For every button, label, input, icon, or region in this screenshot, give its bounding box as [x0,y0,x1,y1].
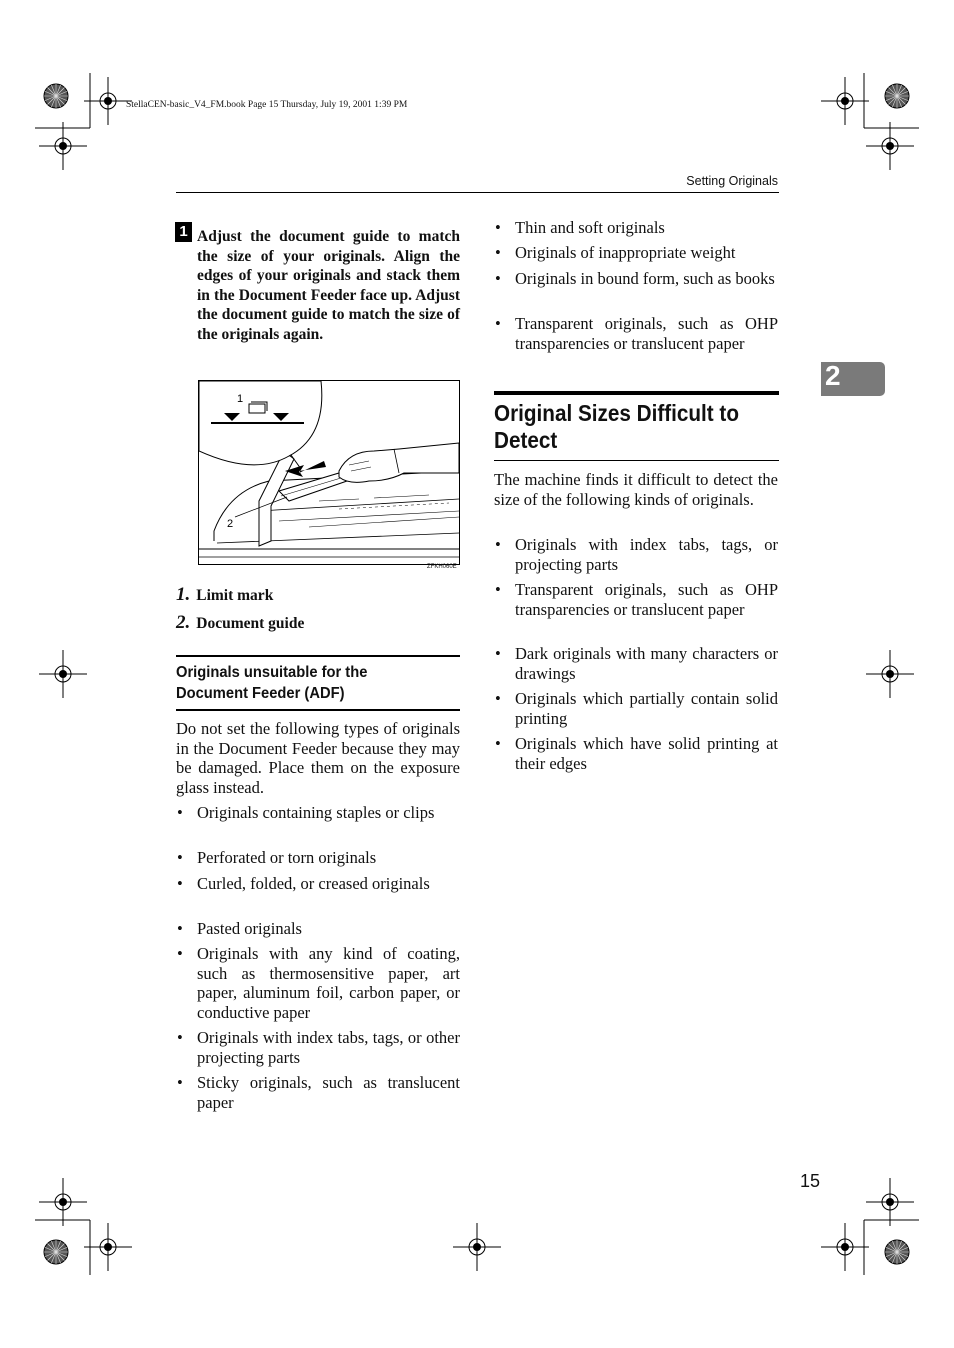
subheading-rule-bottom [176,709,460,711]
callout-1: 1 [237,393,244,405]
list-item: • Originals with index tabs, tags, or projecting parts [495,535,778,574]
legend-label: Limit mark [196,587,274,604]
feeder-drawing [199,381,459,564]
page-number: 15 [800,1171,821,1191]
subheading-rule-top [176,655,460,657]
section-rule-bottom [494,460,779,461]
running-header: Setting Originals [686,174,778,188]
section-rule-top [494,391,779,395]
legend-item-2 [176,612,304,634]
difficult-intro: The machine finds it difficult to detect the size of the following kinds of originals. [494,470,778,509]
list-item: • Thin and soft originals [495,218,665,237]
list-item: • Transparent originals, such as OHP transparencies or translucent paper [495,314,778,353]
step-instruction: Adjust the document guide to match the size of your originals. Align the edges of your originals and stack them in the Document Feeder face up. Adjust the document guide to match the size of the originals again. [197,228,460,343]
step-number: 1 [175,222,192,242]
document-feeder-illustration [198,380,460,565]
list-item: • Sticky originals, such as translucent paper [177,1073,460,1112]
list-item: • Perforated or torn originals [177,848,377,867]
list-item: • Originals with any kind of coating, such as thermosensitive paper, art paper, aluminum foil, carbon paper, or conductive paper [177,944,460,1022]
unsuitable-intro: Do not set the following types of originals in the Document Feeder because they may be damaged. Place them on the exposure glass instead. [176,719,460,797]
chapter-tab-number: 2 [825,360,841,391]
chapter-tab [821,362,885,396]
figure-code: ZFKH060E [427,564,457,570]
list-item: • Originals which partially contain solid printing [495,689,778,728]
list-item: • Transparent originals, such as OHP transparencies or translucent paper [495,580,778,619]
legend-number: 2. [176,612,191,633]
list-item: • Originals containing staples or clips [177,803,435,822]
legend-item-1 [176,584,273,606]
list-item: • Originals in bound form, such as books [495,269,775,288]
list-item: • Originals which have solid printing at their edges [495,734,778,773]
legend-label: Document guide [196,615,305,632]
legend-number: 1. [176,584,191,605]
header-rule [176,192,779,193]
subheading-unsuitable: Originals unsuitable for the Document Feeder (ADF) [176,664,368,702]
section-heading-difficult: Original Sizes Difficult to Detect [494,400,739,453]
list-item: • Originals of inappropriate weight [495,243,736,262]
list-item: • Pasted originals [177,919,302,938]
list-item: • Dark originals with many characters or drawings [495,644,778,683]
print-info: StellaCEN-basic_V4_FM.book Page 15 Thursday, July 19, 2001 1:39 PM [126,100,408,110]
callout-2: 2 [227,518,234,530]
list-item: • Originals with index tabs, tags, or other projecting parts [177,1028,460,1067]
list-item: • Curled, folded, or creased originals [177,874,430,893]
